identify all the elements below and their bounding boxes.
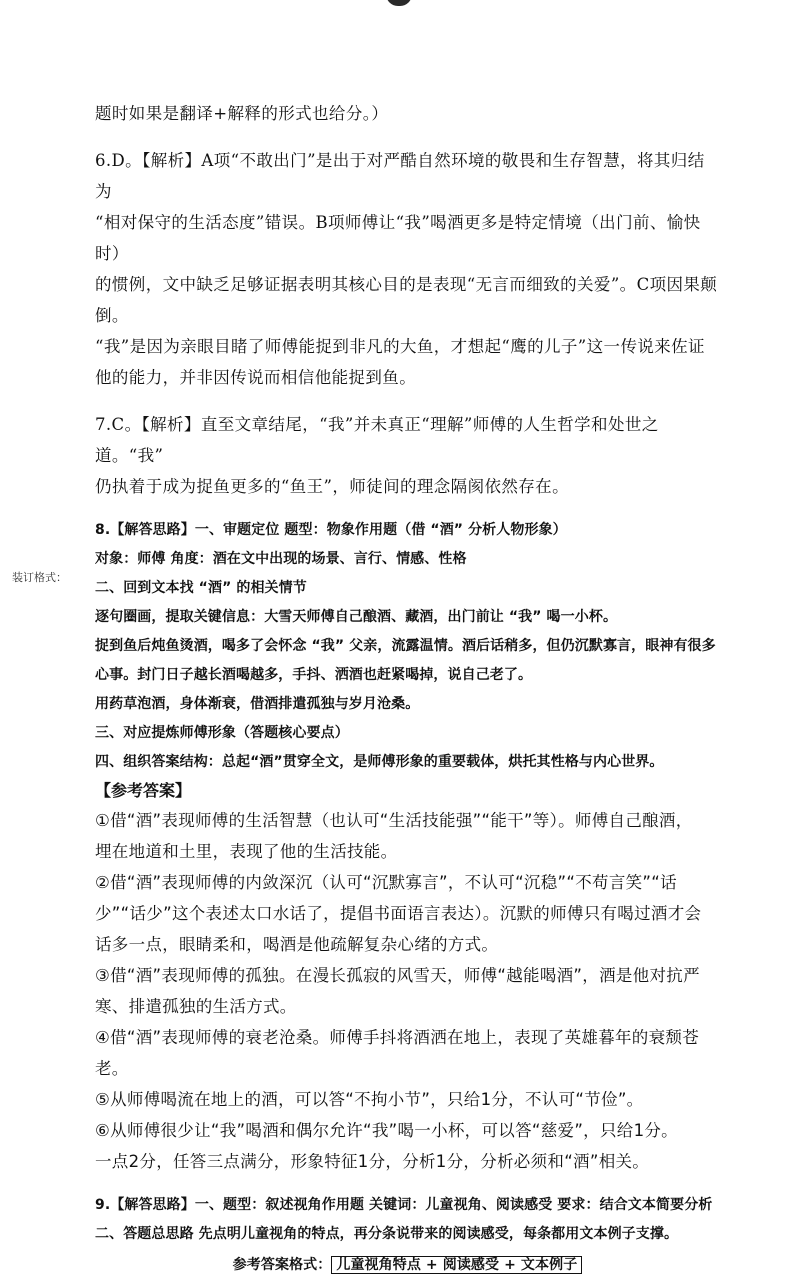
q6-line: 6.D。【解析】A项“不敢出门”是出于对严酷自然环境的敬畏和生存智慧，将其归结为 — [95, 151, 705, 201]
q8-thinking-line: 逐句圈画，提取关键信息：大雪天师傅自己酿酒、藏酒，出门前让 “我” 喝一小杯。 — [95, 609, 618, 625]
q7-line: 7.C。【解析】直至文章结尾，“我”并未真正“理解”师傅的人生哲学和处世之道。“我” — [95, 415, 659, 465]
q6-line: “相对保守的生活态度”错误。B项师傅让“我”喝酒更多是特定情境（出门前、愉快时） — [95, 213, 701, 263]
punch-hole-mark — [386, 0, 412, 6]
q9-line: 9.【解答思路】一、题型：叙述视角作用题 关键词：儿童视角、阅读感受 要求：结合文本简要分析 — [95, 1197, 713, 1213]
q8-thinking-line: 三、对应提炼师傅形象（答题核心要点） — [95, 725, 349, 741]
answer-format-line — [95, 1251, 720, 1280]
margin-label: 装订格式： — [12, 571, 67, 584]
reference-answer-heading: 【参考答案】 — [95, 781, 192, 800]
q8-thinking-line: 四、组织答案结构：总起“酒”贯穿全文，是师傅形象的重要载体，烘托其性格与内心世界。 — [95, 754, 664, 770]
q8-thinking-line: 捉到鱼后炖鱼烫酒，喝多了会怀念 “我” 父亲，流露温情。酒后话稍多，但仍沉默寡言，眼神有很多 — [95, 638, 716, 654]
q8-thinking-line: 8.【解答思路】一、审题定位 题型：物象作用题（借 “酒” 分析人物形象） — [95, 522, 567, 538]
q8-answer-line: ①借“酒”表现师傅的生活智慧（也认可“生活技能强”“能干”等）。师傅自己酿酒， — [95, 811, 693, 830]
q8-answer-line: ②借“酒”表现师傅的内敛深沉（认可“沉默寡言”，不认可“沉稳”“不苟言笑”“话 — [95, 873, 677, 892]
answer-format-box: 儿童视角特点 + 阅读感受 + 文本例子 — [331, 1256, 582, 1274]
q6-line: “我”是因为亲眼目睹了师傅能捉到非凡的大鱼，才想起“鹰的儿子”这一传说来佐证 — [95, 337, 705, 356]
q8-answer-line: ⑤从师傅喝流在地上的酒，可以答“不拘小节”，只给1分，不认可“节俭”。 — [95, 1090, 644, 1109]
q8-answer-line: 埋在地道和土里，表现了他的生活技能。 — [95, 842, 398, 861]
q8-answer-line: 寒、排遣孤独的生活方式。 — [95, 997, 297, 1016]
q8-thinking-line: 二、回到文本找 “酒” 的相关情节 — [95, 580, 307, 596]
q8-thinking-line: 心事。封门日子越长酒喝越多，手抖、洒酒也赶紧喝掉，说自己老了。 — [95, 667, 533, 683]
q8-answer-line: ③借“酒”表现师傅的孤独。在漫长孤寂的风雪天，师傅“越能喝酒”，酒是他对抗严 — [95, 966, 700, 985]
q9-line: 二、答题总思路 先点明儿童视角的特点，再分条说带来的阅读感受，每条都用文本例子支撑。 — [95, 1226, 679, 1242]
q8-answer-line: ⑥从师傅很少让“我”喝酒和偶尔允许“我”喝一小杯，可以答“慈爱”，只给1分。 — [95, 1121, 678, 1140]
q6-line: 他的能力，并非因传说而相信他能捉到鱼。 — [95, 368, 417, 387]
q8-thinking-line: 对象：师傅 角度：酒在文中出现的场景、言行、情感、性格 — [95, 551, 467, 567]
q8-thinking-line: 用药草泡酒，身体渐衰，借酒排遣孤独与岁月沧桑。 — [95, 696, 420, 712]
q8-answer-line: 少”“话少”这个表述太口水话了，提倡书面语言表达）。沉默的师傅只有喝过酒才会 — [95, 904, 702, 923]
q7-line: 仍执着于成为捉鱼更多的“鱼王”，师徒间的理念隔阂依然存在。 — [95, 477, 569, 496]
intro-line: 题时如果是翻译+解释的形式也给分。） — [95, 104, 389, 123]
question-7 — [95, 409, 720, 502]
question-9 — [95, 1191, 720, 1280]
q6-line: 的惯例，文中缺乏足够证据表明其核心目的是表现“无言而细致的关爱”。C项因果颠倒。 — [95, 275, 718, 325]
question-8 — [95, 516, 720, 1177]
q8-answer-line: ④借“酒”表现师傅的衰老沧桑。师傅手抖将酒洒在地上，表现了英雄暮年的衰颓苍老。 — [95, 1028, 699, 1078]
answer-format-label: 参考答案格式： — [232, 1257, 332, 1273]
q8-answer-line: 话多一点，眼睛柔和，喝酒是他疏解复杂心绪的方式。 — [95, 935, 499, 954]
question-6 — [95, 145, 720, 393]
q8-answer-line: 一点2分，任答三点满分，形象特征1分，分析1分，分析必须和“酒”相关。 — [95, 1152, 650, 1171]
